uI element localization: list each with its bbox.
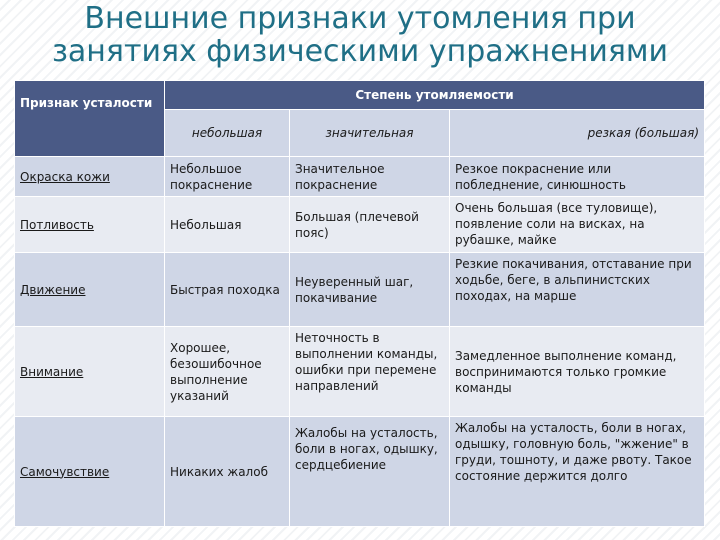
table-row	[15, 157, 705, 197]
table-header-row	[15, 81, 705, 110]
row-sign-link[interactable]: Окраска кожи	[20, 169, 110, 184]
row-significant-cell: Большая (плечевой пояс)	[290, 197, 450, 253]
row-small-cell: Небольшое покраснение	[165, 157, 290, 197]
row-sign-cell	[15, 327, 165, 417]
row-small-cell: Хорошее, безошибочное выполнение указаний	[165, 327, 290, 417]
row-sharp-cell: Очень большая (все туловище), появление соли на висках, на рубашке, майке	[450, 197, 705, 253]
page-title: Внешние признаки утомления при занятиях физическими упражнениями	[51, 2, 669, 69]
row-small-cell: Никаких жалоб	[165, 417, 290, 527]
header-degree: Степень утомляемости	[165, 81, 705, 110]
row-significant-cell: Жалобы на усталость, боли в ногах, одышку, сердцебиение	[290, 417, 450, 527]
row-sign-cell	[15, 157, 165, 197]
row-significant-cell: Значительное покраснение	[290, 157, 450, 197]
row-sign-cell	[15, 417, 165, 527]
row-sign-link[interactable]: Внимание	[20, 364, 84, 379]
row-small-cell: Небольшая	[165, 197, 290, 253]
table-row	[15, 197, 705, 253]
fatigue-table	[14, 80, 705, 527]
level-small-header: небольшая	[165, 110, 290, 157]
row-sign-cell	[15, 197, 165, 253]
row-sharp-cell: Жалобы на усталость, боли в ногах, одышку, головную боль, "жжение" в груди, тошноту, и даже рвоту. Такое состояние держится долго	[450, 417, 705, 527]
header-sign: Признак усталости	[15, 81, 165, 157]
table-row	[15, 327, 705, 417]
fatigue-table-container	[14, 80, 704, 527]
row-significant-cell: Неточность в выполнении команды, ошибки при перемене направлений	[290, 327, 450, 417]
table-row	[15, 253, 705, 327]
row-significant-cell: Неуверенный шаг, покачивание	[290, 253, 450, 327]
row-sign-link[interactable]: Потливость	[20, 217, 94, 232]
row-sharp-cell: Резкие покачивания, отставание при ходьбе, беге, в альпинистских походах, на марше	[450, 253, 705, 327]
row-sharp-cell: Замедленное выполнение команд, воспринимаются только громкие команды	[450, 327, 705, 417]
row-sharp-cell: Резкое покраснение или побледнение, синюшность	[450, 157, 705, 197]
level-significant-header: значительная	[290, 110, 450, 157]
level-sharp-header: резкая (большая)	[450, 110, 705, 157]
row-sign-link[interactable]: Движение	[20, 282, 86, 297]
row-small-cell: Быстрая походка	[165, 253, 290, 327]
row-sign-cell	[15, 253, 165, 327]
table-row	[15, 417, 705, 527]
row-sign-link[interactable]: Самочувствие	[20, 464, 110, 479]
